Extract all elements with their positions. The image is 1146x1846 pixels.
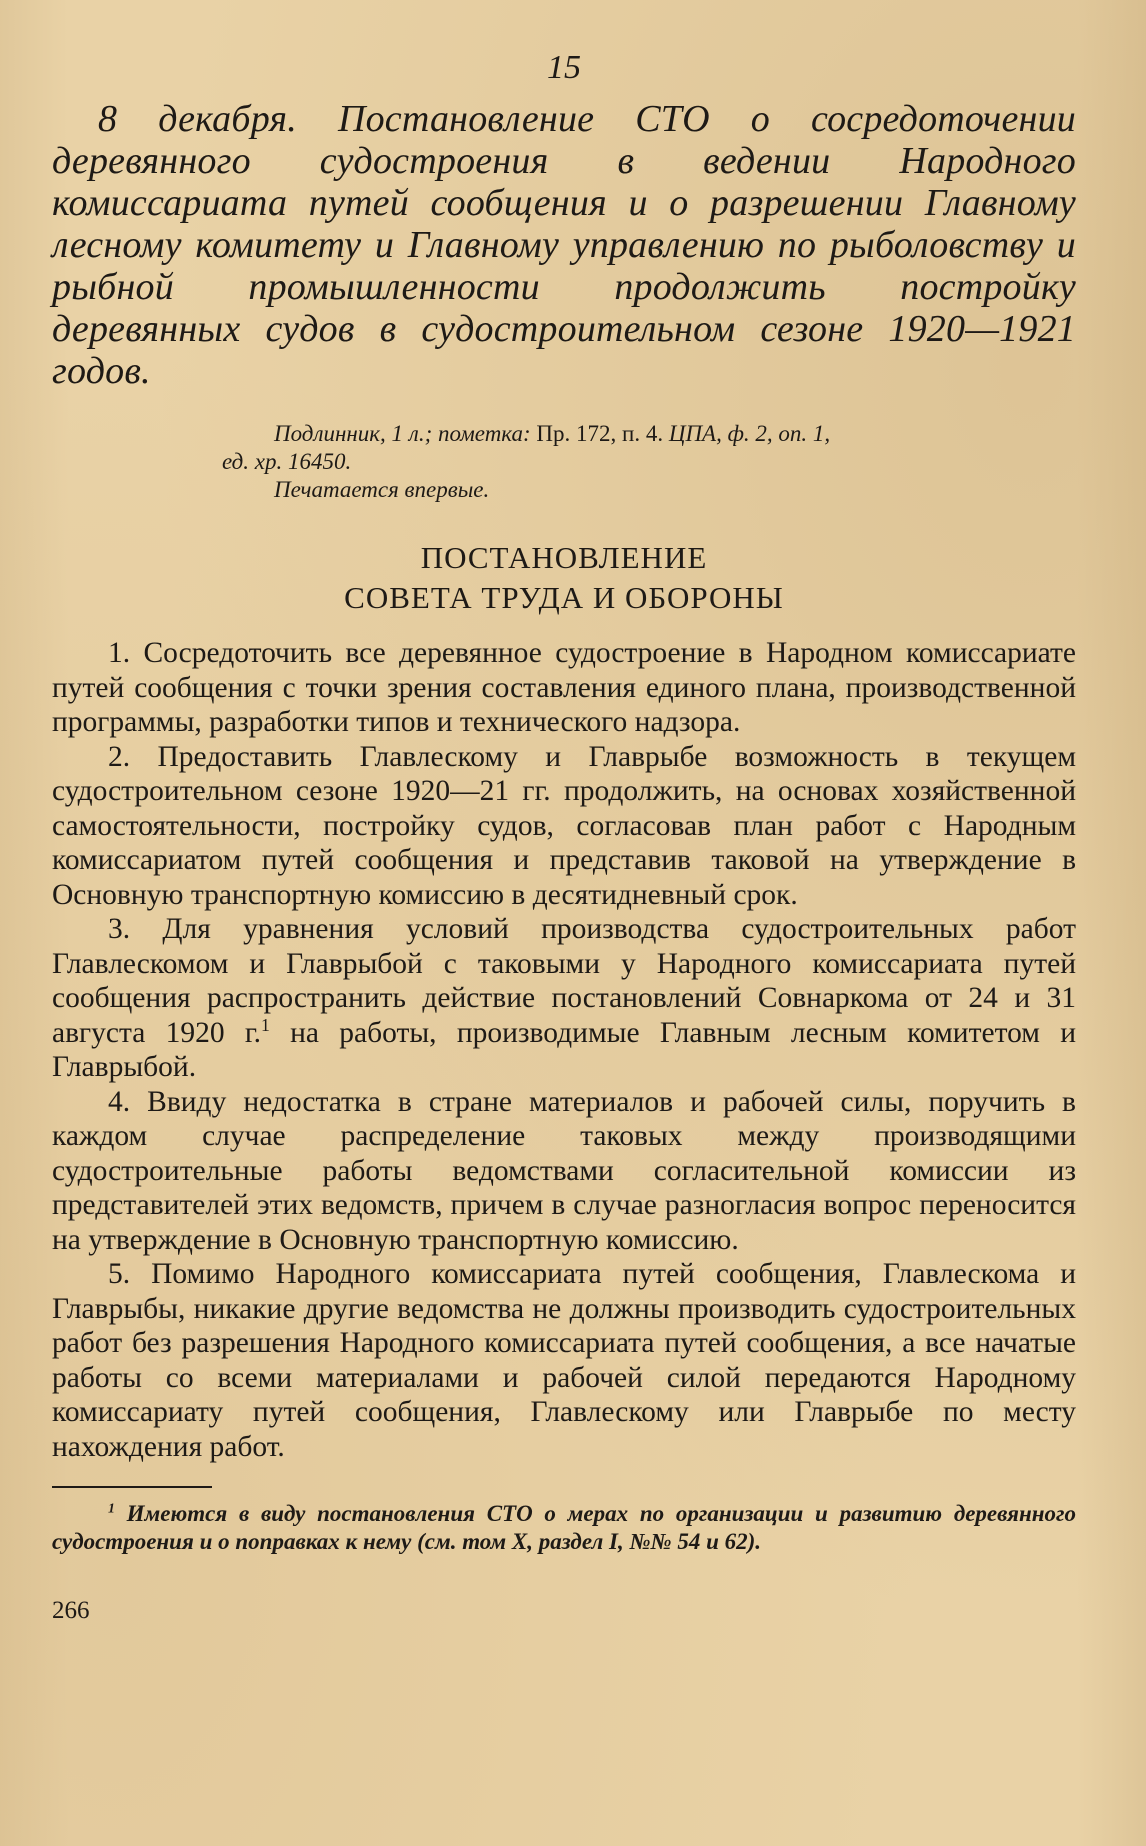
document-page	[52, 48, 1076, 1808]
footnote-marker: 1	[108, 1500, 115, 1516]
footnote-text: Имеются в виду постановления СТО о мерах по организации и развитию деревянного судостроения и о поправках к нему (см. том X, раздел I, №№ 54 и 62).	[52, 1501, 1076, 1554]
paragraph-2: 2. Предоставить Главлескому и Главрыбе возможность в текущем судостроительном сезоне 1920—21 гг. продолжить, на основах хозяйственной самостоятельности, постройку судов, согласовав план работ с Народным комиссариатом путей сообщения и представив таковой на утверждение в Основную транспортную комиссию в десятидневный срок.	[52, 740, 1076, 911]
page-number-top: 15	[547, 49, 581, 86]
title-line-1: ПОСТАНОВЛЕНИЕ	[420, 540, 708, 575]
page-number-bottom: 266	[52, 1597, 90, 1624]
source-original-label: Подлинник, 1 л.; пометка:	[274, 421, 531, 446]
source-mark: Пр. 172, п. 4.	[536, 421, 664, 446]
source-item: ед. хр. 16450.	[222, 449, 352, 474]
footnote	[52, 1500, 1076, 1556]
source-first-published: Печатается впервые.	[274, 477, 490, 502]
paragraph-3-text-end: на работы, производимые Главным лесным комитетом и Главрыбой.	[52, 1016, 1076, 1083]
paragraph-1: 1. Сосредоточить все деревянное судостроение в Народном комиссариате путей сообщения с точки зрения составления единого плана, производственной программы, разработки типов и технического надзора.	[52, 637, 1076, 738]
paragraph-4: 4. Ввиду недостатка в стране материалов и рабочей силы, поручить в каждом случае распределение таковых между производящими судостроительные работы ведомствами согласительной комиссии из представителей этих ведомств, причем в случае разногласия вопрос переносится на утверждение в Основную транспортную комиссию.	[52, 1085, 1076, 1256]
paragraph-3-text: 3. Для уравнения условий производства судостроительных работ Главлескомом и Главрыбой с таковыми у Народного комиссариата путей сообщения распространить действие постановлений Совнаркома от 24 и 31 августа 1920 г.	[52, 913, 1076, 1049]
title-line-2: СОВЕТА ТРУДА И ОБОРОНЫ	[344, 580, 784, 615]
document-header: 8 декабря. Постановление СТО о сосредоточении деревянного судостроения в ведении Народного комиссариата путей сообщения и о разрешении Главному лесному комитету и Главному управлению по рыболовству и рыбной промышленности продолжить постройку деревянных судов в судостроительном сезоне 1920—1921 годов.	[52, 98, 1076, 392]
footnote-reference: 1	[261, 1014, 270, 1035]
paragraph-3	[52, 912, 1076, 1085]
source-line-1	[52, 420, 1076, 448]
source-archive: ЦПА, ф. 2, оп. 1,	[668, 421, 831, 446]
source-note	[52, 420, 1076, 504]
paragraph-5: 5. Помимо Народного комиссариата путей сообщения, Главлескома и Главрыбы, никакие другие ведомства не должны производить судостроительных работ без разрешения Народного комиссариата путей сообщения, а все начатые работы со всеми материалами и рабочей силой передаются Народному комиссариату путей сообщения, Главлескому или Главрыбе по месту нахождения работ.	[52, 1258, 1076, 1463]
footnote-divider	[52, 1486, 212, 1488]
decree-title	[52, 538, 1076, 618]
